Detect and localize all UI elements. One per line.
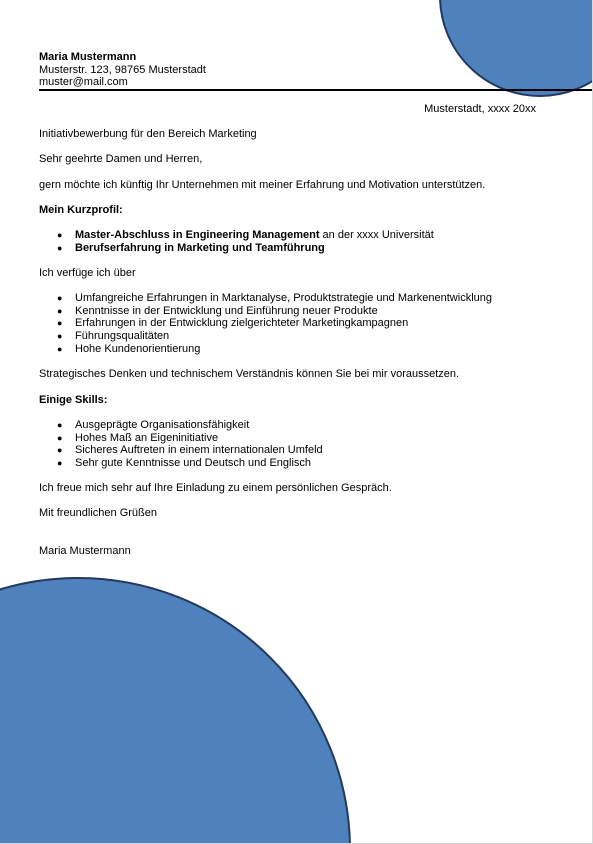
experience-intro: Ich verfüge ich über <box>39 267 136 279</box>
experience-list <box>39 292 492 356</box>
list-item-text: Hohe Kundenorientierung <box>75 342 201 355</box>
list-item <box>39 229 434 242</box>
list-item-text: Hohes Maß an Eigeninitiative <box>75 431 219 444</box>
list-item <box>39 457 323 470</box>
subject-line: Initiativbewerbung für den Bereich Marketing <box>39 128 257 140</box>
list-item <box>39 292 492 305</box>
profile-item-text: an der xxxx Universität <box>319 229 434 241</box>
sender-block <box>39 51 206 89</box>
list-item <box>39 317 492 330</box>
list-item <box>39 330 492 343</box>
list-item-text: Sicheres Auftreten in einem internationalen Umfeld <box>75 444 323 457</box>
bullet-icon: ● <box>57 343 63 354</box>
profile-item-bold: Berufserfahrung in Marketing und Teamführung <box>75 241 325 254</box>
list-item <box>39 242 434 255</box>
list-item-text: Ausgeprägte Organisationsfähigkeit <box>75 419 250 431</box>
profile-heading: Mein Kurzprofil: <box>39 204 123 216</box>
skills-list <box>39 419 323 470</box>
list-item <box>39 432 323 445</box>
sender-email: muster@mail.com <box>39 76 128 89</box>
profile-list <box>39 229 434 254</box>
list-item-text: Umfangreiche Erfahrungen in Marktanalyse, Produktstrategie und Markenentwicklung <box>75 292 492 304</box>
list-item-text: Führungsqualitäten <box>75 330 170 343</box>
list-item-text: Erfahrungen in der Entwicklung zielgerichteter Marketingkampagnen <box>75 317 409 330</box>
bullet-icon: ● <box>57 293 63 303</box>
bullet-icon: ● <box>57 230 63 240</box>
header-rule <box>39 89 593 91</box>
decorative-circle-top <box>439 0 593 97</box>
sender-name: Maria Mustermann <box>39 51 137 63</box>
intro-paragraph: gern möchte ich künftig Ihr Unternehmen mit meiner Erfahrung und Motivation unterstützen. <box>39 179 486 191</box>
bullet-icon: ● <box>57 458 63 469</box>
bullet-icon: ● <box>57 432 63 443</box>
bullet-icon: ● <box>57 331 63 342</box>
sender-address: Musterstr. 123, 98765 Musterstadt <box>39 63 206 76</box>
profile-item-bold: Master-Abschluss in Engineering Management <box>75 229 320 241</box>
bullet-icon: ● <box>57 305 63 316</box>
list-item <box>39 419 323 432</box>
strategy-paragraph: Strategisches Denken und technischem Verständnis können Sie bei mir voraussetzen. <box>39 368 460 380</box>
list-item-text: Sehr gute Kenntnisse und Deutsch und Englisch <box>75 457 312 470</box>
decorative-circle-bottom <box>0 577 351 844</box>
date-line: Musterstadt, xxxx 20xx <box>424 103 536 115</box>
bullet-icon: ● <box>57 318 63 329</box>
salutation: Sehr geehrte Damen und Herren, <box>39 153 203 165</box>
bullet-icon: ● <box>57 242 63 253</box>
list-item <box>39 444 323 457</box>
list-item-text: Kenntnisse in der Entwicklung und Einführung neuer Produkte <box>75 304 378 317</box>
skills-heading: Einige Skills: <box>39 394 108 406</box>
bullet-icon: ● <box>57 445 63 456</box>
list-item <box>39 305 492 318</box>
closing-sentence: Ich freue mich sehr auf Ihre Einladung zu einem persönlichen Gespräch. <box>39 482 392 494</box>
bullet-icon: ● <box>57 420 63 430</box>
complimentary-close: Mit freundlichen Grüßen <box>39 507 157 519</box>
signature-name: Maria Mustermann <box>39 545 131 557</box>
list-item <box>39 343 492 356</box>
